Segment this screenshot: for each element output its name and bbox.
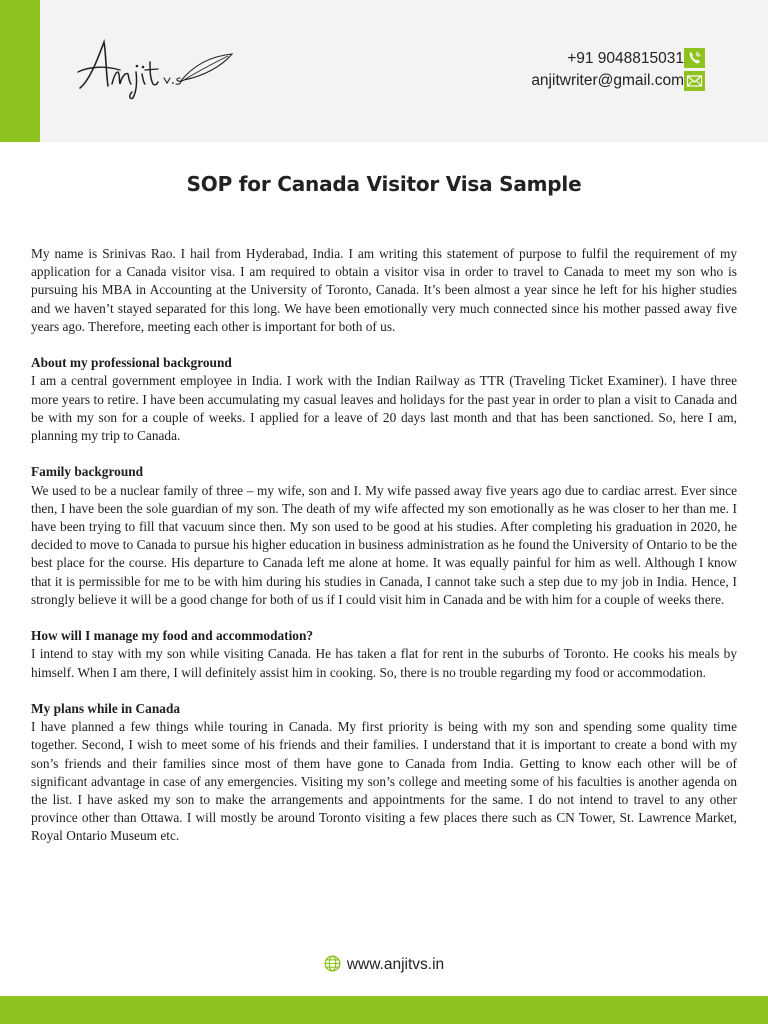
footer-website[interactable] xyxy=(0,955,768,974)
contact-info xyxy=(531,48,684,92)
section-professional-background xyxy=(31,354,737,445)
phone-icon xyxy=(684,48,705,68)
mail-icon xyxy=(684,71,705,91)
website-url[interactable]: www.anjitvs.in xyxy=(346,956,445,973)
intro-paragraph: My name is Srinivas Rao. I hail from Hyderabad, India. I am writing this statement of purpose to fulfil the requirement of my application for a Canada visitor visa. I am required to obtain a visitor visa in order to travel to Canada to meet my son who is pursuing his MBA in Accounting at the University of Toronto, Canada. It’s been almost a year since he left for his higher studies and we haven’t stayed separated for this long. We have been emotionally very much connected since his mother passed away five years ago. Therefore, meeting each other is important for both of us. xyxy=(31,246,737,334)
section-body: I am a central government employee in India. I work with the Indian Railway as TTR (Traveling Ticket Examiner). I have three more years to retire. I have been accumulating my casual leaves and holidays for the past year in order to plan a visit to Canada and be with my son for a couple of weeks. I applied for a leave of 20 days last month and that has been sanctioned. So, here I am, planning my trip to Canada. xyxy=(31,373,737,444)
page-header xyxy=(0,0,768,142)
signature-logo xyxy=(76,36,236,100)
section-body: We used to be a nuclear family of three – my wife, son and I. My wife passed away five years ago due to cardiac arrest. Ever since then, I have been the sole guardian of my son. The death of my wife affected my son emotionally as he was closer to her than me. I have been trying to fill that vacuum since then. My son used to be good at his studies. After completing his graduation in 2020, he decided to move to Canada to pursue his higher education in business administration as he found the University of Ontario to be the best place for the course. His departure to Canada left me alone at home. It was equally painful for him as well. Although I know that it is permissible for me to be with him during his studies in Canada, I cannot take such a step due to my job in India. Hence, I strongly believe it will be a good change for both of us if I could visit him in Canada and be with him for a couple of weeks there. xyxy=(31,482,737,607)
document-title: SOP for Canada Visitor Visa Sample xyxy=(186,172,582,196)
section-heading: Family background xyxy=(31,464,144,480)
section-family-background xyxy=(31,463,737,609)
section-plans-in-canada xyxy=(31,700,737,846)
document-body xyxy=(31,245,737,846)
section-heading: My plans while in Canada xyxy=(31,701,181,717)
section-body: I have planned a few things while touring in Canada. My first priority is being with my son and spending some quality time together. Second, I wish to meet some of his friends and their families. I understand that it is important to create a bond with my son’s friends and their families since most of them have gone to Canada from India. Getting to know each other will be of significant advantage in case of any emergencies. Visiting my son’s college and meeting some of his faculties is another agenda on the list. I have asked my son to make the arrangements and appointments for the same. I do not intend to travel to any other province other than Ottawa. I will mostly be around Toronto visiting a few places there such as CN Tower, St. Lawrence Market, Royal Ontario Museum etc. xyxy=(31,719,737,844)
phone-number: +91 9048815031 xyxy=(567,50,684,67)
footer-accent-bar xyxy=(0,996,768,1024)
section-body: I intend to stay with my son while visiting Canada. He has taken a flat for rent in the suburbs of Toronto. He cooks his meals by himself. When I am there, I will definitely assist him in cooking. So, there is no trouble regarding my food or accommodation. xyxy=(31,646,737,680)
email-address: anjitwriter@gmail.com xyxy=(531,72,684,89)
header-accent-bar xyxy=(0,0,40,142)
section-food-accommodation xyxy=(31,627,737,682)
globe-icon xyxy=(324,955,341,972)
section-heading: About my professional background xyxy=(31,355,232,371)
section-heading: How will I manage my food and accommodation? xyxy=(31,628,314,644)
